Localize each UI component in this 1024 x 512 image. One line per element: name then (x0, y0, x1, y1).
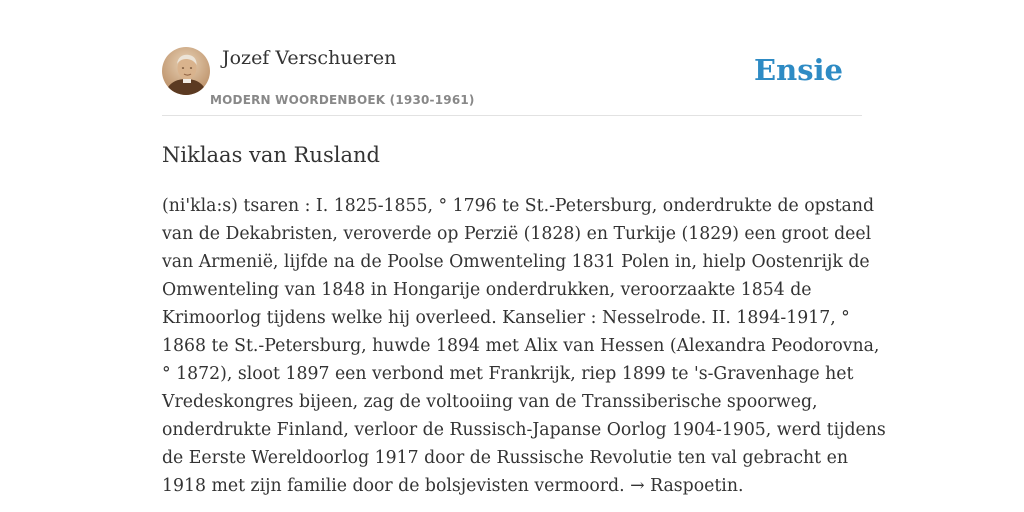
crossref-target: Raspoetin (650, 476, 738, 496)
end-punctuation: . (737, 476, 744, 496)
definition-line: Vredeskongres bijeen, zag de voltooiing van de Transsiberische spoorweg, (162, 392, 818, 412)
crossref-arrow-icon: → (630, 476, 645, 496)
author-name[interactable]: Jozef Verschueren (222, 47, 397, 69)
author-portrait-image (162, 47, 210, 95)
definition-line: (ni'kla:s) tsaren : I. 1825-1855, ° 1796 te St.-Petersburg, onderdrukte de opstand (162, 196, 875, 216)
definition-line: 1868 te St.-Petersburg, huwde 1894 met Alix van Hessen (Alexandra Peodorovna, (162, 336, 880, 356)
author-avatar[interactable] (162, 47, 210, 95)
header-divider (162, 115, 862, 116)
crossref-link-raspoetin[interactable] (630, 476, 738, 496)
ensie-logo-link[interactable]: Ensie (754, 53, 843, 87)
entry-title: Niklaas van Rusland (162, 143, 380, 167)
definition-line: van Armenië, lijfde na de Poolse Omwenteling 1831 Polen in, hielp Oostenrijk de (162, 252, 870, 272)
definition-last-line (162, 472, 878, 500)
definition-line: Omwenteling van 1848 in Hongarije onderdrukken, veroorzaakte 1854 de (162, 280, 812, 300)
definition-line: de Eerste Wereldoorlog 1917 door de Russische Revolutie ten val gebracht en (162, 448, 848, 468)
definition-last-line-text: 1918 met zijn familie door de bolsjevisten vermoord. (162, 476, 631, 496)
source-dictionary-label[interactable]: MODERN WOORDENBOEK (1930-1961) (210, 93, 475, 107)
definition-line: Krimoorlog tijdens welke hij overleed. Kanselier : Nesselrode. II. 1894-1917, ° (162, 308, 850, 328)
definition-line: van de Dekabristen, veroverde op Perzië (1828) en Turkije (1829) een groot deel (162, 224, 872, 244)
entry-definition (162, 192, 886, 500)
definition-line: onderdrukte Finland, verloor de Russisch-Japanse Oorlog 1904-1905, werd tijdens (162, 420, 886, 440)
definition-line: ° 1872), sloot 1897 een verbond met Frankrijk, riep 1899 te 's-Gravenhage het (162, 364, 854, 384)
